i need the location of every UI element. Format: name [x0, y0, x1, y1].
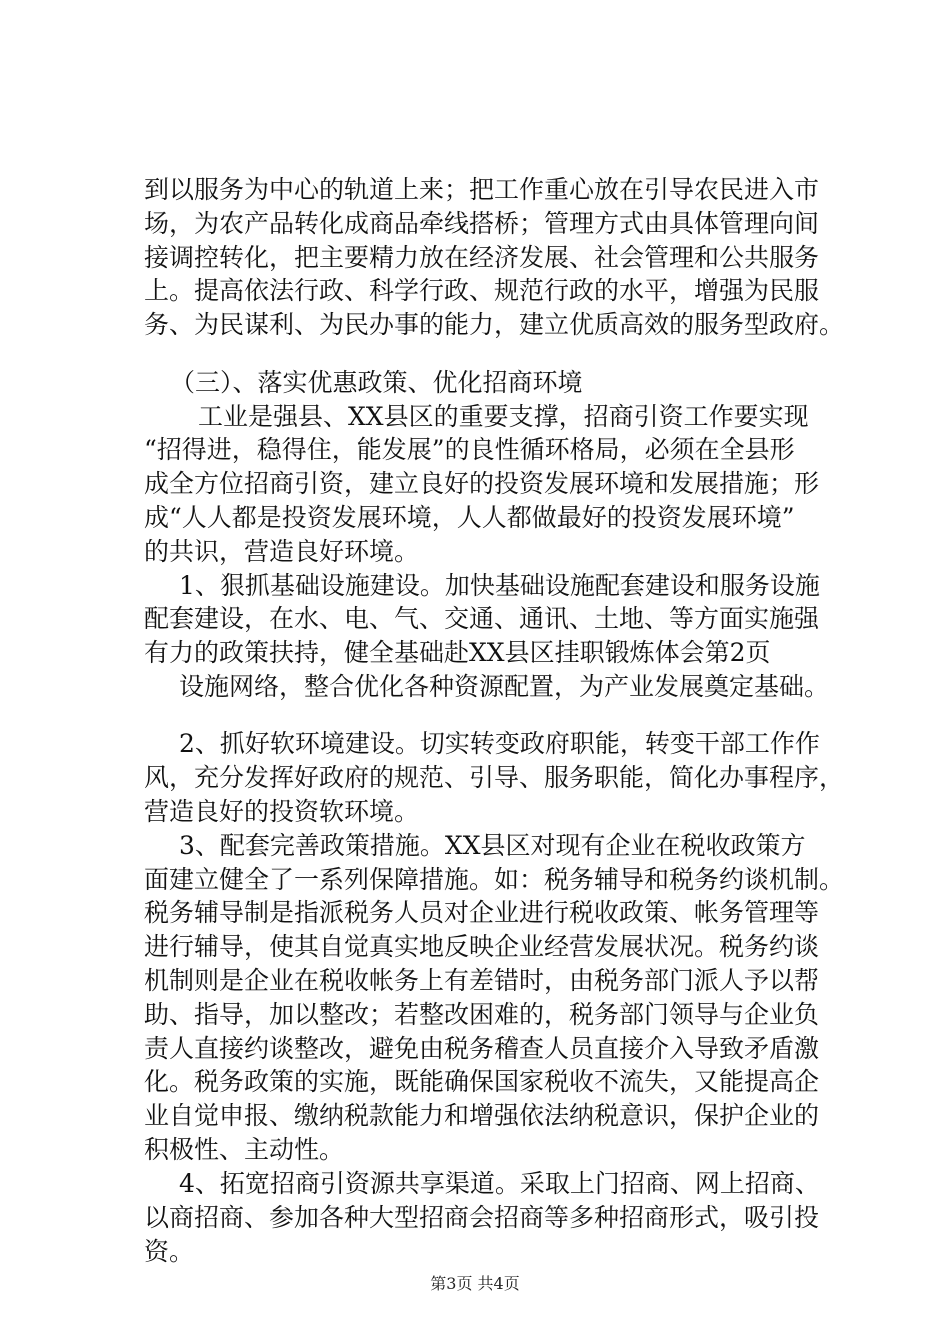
text-line: 上。提高依法行政、科学行政、规范行政的水平，增强为民服 — [144, 276, 820, 305]
text-line: 税务辅导制是指派税务人员对企业进行税收政策、帐务管理等 — [144, 898, 820, 927]
text-line: 有力的政策扶持，健全基础赴XX县区挂职锻炼体会第2页 — [144, 638, 771, 667]
text-line: 积极性、主动性。 — [144, 1135, 345, 1164]
text-line: 营造良好的投资软环境。 — [144, 797, 420, 826]
text-line: 成全方位招商引资，建立良好的投资发展环境和发展措施；形 — [144, 469, 820, 498]
text-line: 配套建设，在水、电、气、交通、通讯、土地、等方面实施强 — [144, 604, 820, 633]
text-line: 资。 — [144, 1237, 195, 1266]
text-line: 1、狠抓基础设施建设。加快基础设施配套建设和服务设施 — [179, 571, 820, 600]
text-line: 场，为农产品转化成商品牵线搭桥；管理方式由具体管理向间 — [144, 209, 820, 238]
text-line: 4、拓宽招商引资源共享渠道。采取上门招商、网上招商、 — [179, 1169, 820, 1198]
text-line: 工业是强县、XX县区的重要支撑，招商引资工作要实现 — [198, 402, 809, 431]
text-line: 助、指导，加以整改；若整改困难的，税务部门领导与企业负 — [144, 1000, 820, 1029]
text-line: 以商招商、参加各种大型招商会招商等多种招商形式，吸引投 — [144, 1203, 820, 1232]
text-line: 责人直接约谈整改，避免由税务稽查人员直接介入导致矛盾激 — [144, 1034, 820, 1063]
text-line: 风，充分发挥好政府的规范、引导、服务职能，简化办事程序， — [144, 763, 845, 792]
text-line: 3、配套完善政策措施。XX县区对现有企业在税收政策方 — [179, 831, 806, 860]
page-footer: 第3页 共4页 — [430, 1274, 520, 1293]
text-line: 进行辅导，使其自觉真实地反映企业经营发展状况。税务约谈 — [144, 932, 820, 961]
text-line: “招得进，稳得住，能发展”的良性循环格局，必须在全县形 — [144, 435, 795, 464]
text-line: 业自觉申报、缴纳税款能力和增强依法纳税意识，保护企业的 — [144, 1101, 820, 1130]
text-line: 设施网络，整合优化各种资源配置，为产业发展奠定基础。 — [179, 672, 830, 701]
text-line: 务、为民谋利、为民办事的能力，建立优质高效的服务型政府。 — [144, 310, 845, 339]
text-line: 化。税务政策的实施，既能确保国家税收不流失，又能提高企 — [144, 1067, 820, 1096]
text-line: 面建立健全了一系列保障措施。如：税务辅导和税务约谈机制。 — [144, 865, 845, 894]
text-line: 到以服务为中心的轨道上来；把工作重心放在引导农民进入市 — [144, 175, 820, 204]
section-heading: （三）、落实优惠政策、优化招商环境 — [170, 368, 583, 397]
text-line: 接调控转化，把主要精力放在经济发展、社会管理和公共服务 — [144, 243, 820, 272]
text-line: 机制则是企业在税收帐务上有差错时，由税务部门派人予以帮 — [144, 966, 820, 995]
text-line: 成“人人都是投资发展环境，人人都做最好的投资发展环境” — [144, 503, 795, 532]
text-line: 2、抓好软环境建设。切实转变政府职能，转变干部工作作 — [179, 729, 820, 758]
text-line: 的共识，营造良好环境。 — [144, 537, 420, 566]
